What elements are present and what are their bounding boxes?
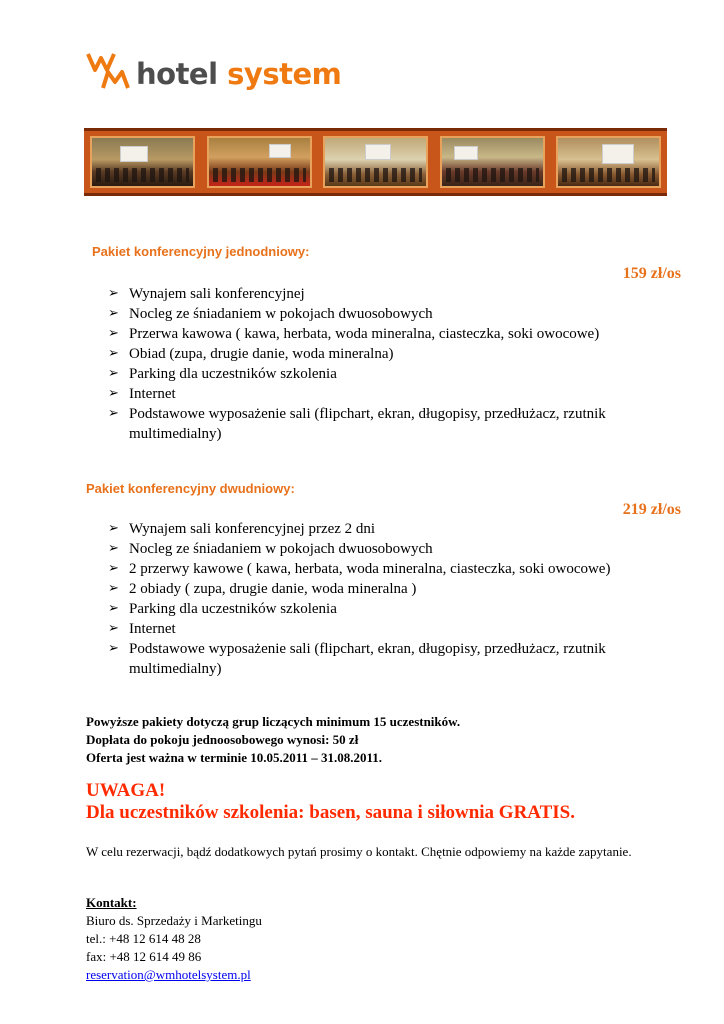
package2-title: Pakiet konferencyjny dwudniowy:	[86, 481, 295, 496]
min-participants-note: Powyższe pakiety dotyczą grup liczących minimum 15 uczestników.	[86, 714, 461, 729]
brand-logo	[86, 48, 341, 94]
list-item: ➢ Wynajem sali konferencyjnej przez 2 dni	[108, 519, 668, 539]
offer-validity-note: Oferta jest ważna w terminie 10.05.2011 – 31.08.2011.	[86, 750, 383, 765]
brand-name-system: system	[227, 57, 342, 91]
offer-notes	[86, 713, 460, 767]
contact-invitation: W celu rezerwacji, bądź dodatkowych pytań prosimy o kontakt. Chętnie odpowiemy na każde zapytanie.	[86, 844, 632, 859]
brand-name-hotel: hotel	[136, 57, 218, 91]
list-item: ➢ Parking dla uczestników szkolenia	[108, 599, 668, 619]
list-item: ➢ Nocleg ze śniadaniem w pokojach dwuosobowych	[108, 539, 668, 559]
contact-fax: fax: +48 12 614 49 86	[86, 949, 202, 964]
single-room-surcharge-note: Dopłata do pokoju jednoosobowego wynosi: 50 zł	[86, 732, 359, 747]
list-item: ➢ Parking dla uczestników szkolenia	[108, 364, 668, 384]
contact-block	[86, 894, 262, 984]
contact-heading: Kontakt:	[86, 895, 137, 910]
package1-list	[108, 284, 668, 444]
attention-block	[86, 780, 575, 824]
list-item: ➢ Przerwa kawowa ( kawa, herbata, woda mineralna, ciasteczka, soki owocowe)	[108, 324, 668, 344]
conference-room-photo	[323, 136, 428, 188]
conference-room-photo	[440, 136, 545, 188]
list-item: ➢ Podstawowe wyposażenie sali (flipchart, ekran, długopisy, przedłużacz, rzutnik multimedialny)	[108, 639, 668, 679]
conference-room-photo	[90, 136, 195, 188]
list-item: ➢ 2 przerwy kawowe ( kawa, herbata, woda mineralna, ciasteczka, soki owocowe)	[108, 559, 668, 579]
list-item: ➢ Podstawowe wyposażenie sali (flipchart, ekran, długopisy, przedłużacz, rzutnik multimedialny)	[108, 404, 668, 444]
list-item: ➢ Nocleg ze śniadaniem w pokojach dwuosobowych	[108, 304, 668, 324]
wm-logo-icon	[86, 48, 132, 94]
package1-price: 159 zł/os	[622, 265, 681, 282]
conference-room-photo	[556, 136, 661, 188]
list-item: ➢ Obiad (zupa, drugie danie, woda mineralna)	[108, 344, 668, 364]
package1-title: Pakiet konferencyjny jednodniowy:	[92, 244, 310, 259]
contact-email-link[interactable]: reservation@wmhotelsystem.pl	[86, 967, 251, 982]
list-item: ➢ Internet	[108, 619, 668, 639]
brand-name	[136, 57, 341, 91]
list-item: ➢ Internet	[108, 384, 668, 404]
list-item: ➢ 2 obiady ( zupa, drugie danie, woda mineralna )	[108, 579, 668, 599]
contact-department: Biuro ds. Sprzedaży i Marketingu	[86, 913, 262, 928]
contact-phone: tel.: +48 12 614 48 28	[86, 931, 201, 946]
attention-title: UWAGA!	[86, 780, 166, 801]
package2-price: 219 zł/os	[622, 501, 681, 518]
list-item: ➢ Wynajem sali konferencyjnej	[108, 284, 668, 304]
attention-text: Dla uczestników szkolenia: basen, sauna i siłownia GRATIS.	[86, 802, 575, 823]
conference-photo-strip	[84, 128, 667, 196]
package2-list	[108, 519, 668, 679]
conference-room-photo	[207, 136, 312, 188]
